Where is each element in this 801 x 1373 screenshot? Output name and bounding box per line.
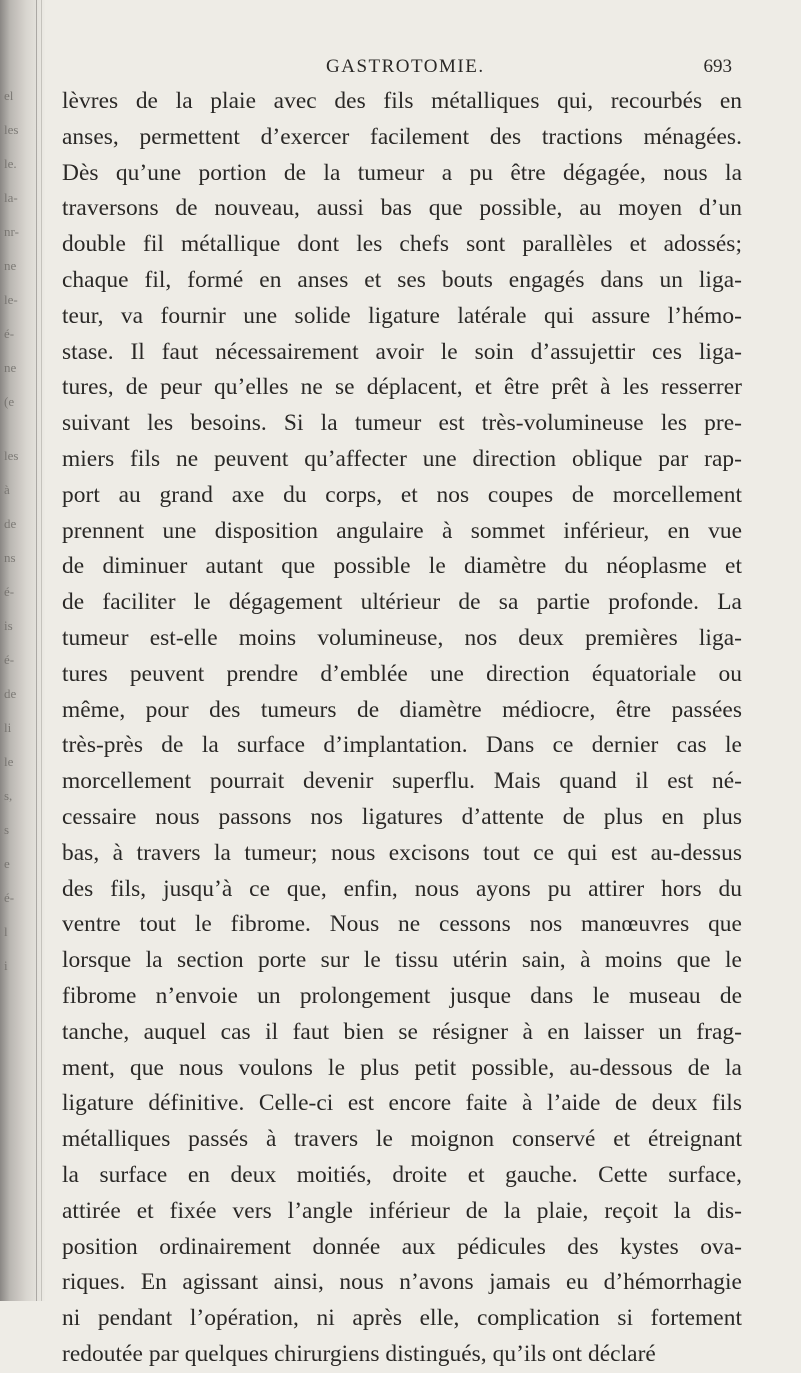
bleed-fragment: nr-: [4, 224, 19, 239]
text-line: riques. En agissant ainsi, nous n’avons jamais eu d’hémorrhagie: [62, 1269, 742, 1296]
text-line: cessaire nous passons nos ligatures d’attente de plus en plus: [62, 803, 742, 830]
bleed-fragment: e: [4, 856, 10, 871]
bleed-fragment: de: [4, 686, 17, 701]
bleed-fragment: les: [4, 122, 19, 137]
text-line: tanche, auquel cas il faut bien se résigner à en laisser un frag-: [62, 1018, 742, 1045]
text-line: lorsque la section porte sur le tissu utérin sain, à moins que le: [62, 947, 742, 974]
text-line: chaque fil, formé en anses et ses bouts engagés dans un liga-: [62, 266, 742, 293]
bleed-fragment: le.: [4, 156, 17, 171]
bleed-fragment: la-: [4, 190, 18, 205]
text-line: port au grand axe du corps, et nos coupes de morcellement: [62, 481, 742, 508]
text-line: traversons de nouveau, aussi bas que possible, au moyen d’un: [62, 195, 742, 222]
text-line: métalliques passés à travers le moignon conservé et étreignant: [62, 1126, 742, 1153]
text-line: teur, va fournir une solide ligature latérale qui assure l’hémo-: [62, 302, 742, 329]
text-line: ventre tout le fibrome. Nous ne cessons nos manœuvres que: [62, 911, 742, 938]
page-header: [62, 56, 732, 84]
text-line: bas, à travers la tumeur; nous excisons tout ce qui est au-dessus: [62, 839, 742, 866]
binding-edge-line: [41, 0, 42, 1301]
bleed-fragment: l: [4, 924, 8, 939]
text-line: miers fils ne peuvent qu’affecter une direction oblique par rap-: [62, 445, 742, 472]
bleed-fragment: les: [4, 448, 19, 463]
text-line: très-près de la surface d’implantation. Dans ce dernier cas le: [62, 732, 742, 759]
body-paragraph: [62, 84, 742, 1373]
text-line: redoutée par quelques chirurgiens distingués, qu’ils ont déclaré: [62, 1340, 656, 1367]
bleed-fragment: de: [4, 516, 17, 531]
bleed-fragment: s,: [4, 788, 13, 803]
text-line: suivant les besoins. Si la tumeur est très-volumineuse les pre-: [62, 410, 742, 437]
bleed-fragment: s: [4, 822, 10, 837]
text-line: position ordinairement donnée aux pédicules des kystes ova-: [62, 1233, 742, 1260]
book-page: [62, 0, 786, 1367]
binding-edge-line: [36, 0, 37, 1301]
text-line: double fil métallique dont les chefs sont parallèles et adossés;: [62, 231, 742, 258]
text-line: la surface en deux moitiés, droite et gauche. Cette surface,: [62, 1161, 742, 1188]
text-line: ment, que nous voulons le plus petit possible, au-dessous de la: [62, 1054, 742, 1081]
text-line: prennent une disposition angulaire à sommet inférieur, en vue: [62, 517, 742, 544]
text-line: attirée et fixée vers l’angle inférieur de la plaie, reçoit la dis-: [62, 1197, 742, 1224]
bleed-fragment: li: [4, 720, 12, 735]
bleed-fragment: (e: [4, 394, 15, 409]
text-line: lèvres de la plaie avec des fils métalliques qui, recourbés en: [62, 88, 742, 114]
bleed-fragment: is: [4, 618, 13, 633]
bleed-fragment: à: [4, 482, 10, 497]
text-line: stase. Il faut nécessairement avoir le soin d’assujettir ces liga-: [62, 338, 742, 365]
page-number: 693: [703, 56, 732, 77]
bleed-fragment: le-: [4, 292, 18, 307]
bleed-fragment: é-: [4, 890, 15, 905]
bleed-fragment: le: [4, 754, 14, 769]
text-line: anses, permettent d’exercer facilement des tractions ménagées.: [62, 123, 742, 150]
bleed-fragment: el: [4, 88, 14, 103]
bleed-fragment: ne: [4, 258, 17, 273]
text-line: Dès qu’une portion de la tumeur a pu être dégagée, nous la: [62, 159, 742, 186]
text-line: morcellement pourrait devenir superflu. Mais quand il est né-: [62, 768, 742, 795]
running-title: GASTROTOMIE.: [326, 56, 485, 77]
bleed-fragment: é-: [4, 652, 15, 667]
bleed-fragment: é-: [4, 584, 15, 599]
bleed-fragment: i: [4, 958, 8, 973]
text-line: ni pendant l’opération, ni après elle, complication si fortement: [62, 1305, 742, 1332]
bleed-fragment: é-: [4, 326, 15, 341]
text-line: de faciliter le dégagement ultérieur de sa partie profonde. La: [62, 589, 742, 616]
text-line: tumeur est-elle moins volumineuse, nos deux premières liga-: [62, 624, 742, 651]
text-line: fibrome n’envoie un prolongement jusque dans le museau de: [62, 982, 742, 1009]
text-line: de diminuer autant que possible le diamètre du néoplasme et: [62, 553, 742, 580]
bleed-fragment: ns: [4, 550, 16, 565]
text-line: des fils, jusqu’à ce que, enfin, nous ayons pu attirer hors du: [62, 875, 742, 902]
bleed-fragment: ne: [4, 360, 17, 375]
text-line: tures, de peur qu’elles ne se déplacent, et être prêt à les resserrer: [62, 374, 742, 401]
text-line: ligature définitive. Celle-ci est encore faite à l’aide de deux fils: [62, 1090, 742, 1117]
text-line: même, pour des tumeurs de diamètre médiocre, être passées: [62, 696, 742, 723]
text-line: tures peuvent prendre d’emblée une direction équatoriale ou: [62, 660, 742, 687]
